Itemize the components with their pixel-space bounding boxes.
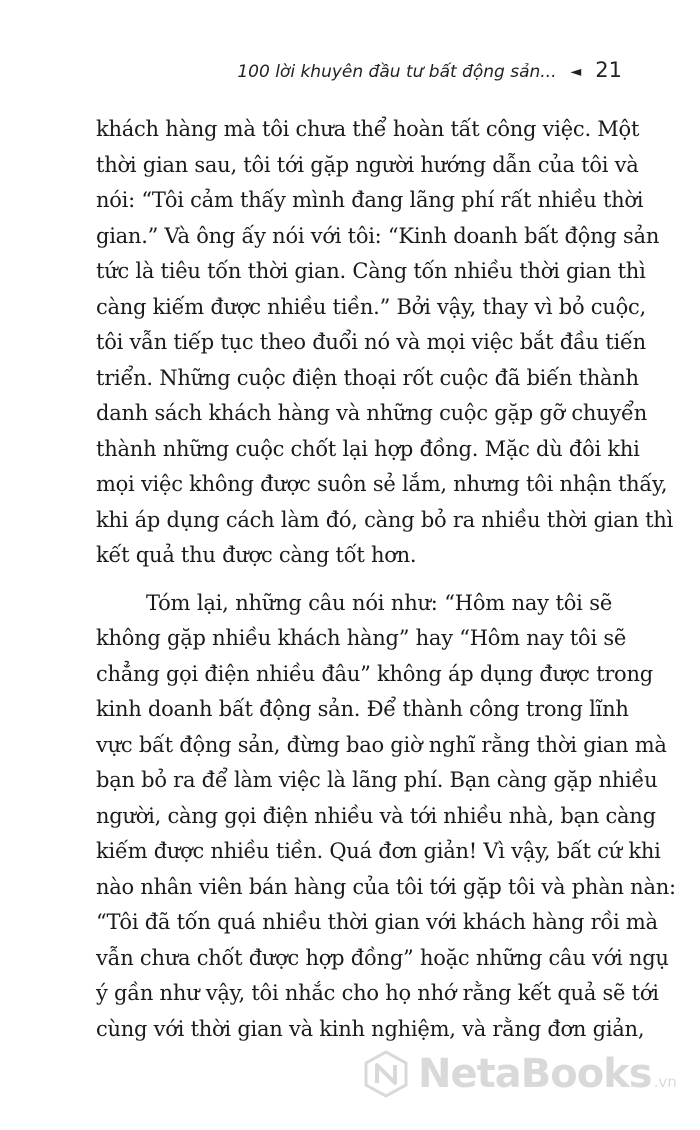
text-line: vẫn chưa chốt được hợp đồng” hoặc những câu với ngụ (96, 945, 669, 970)
text-line: càng kiếm được nhiều tiền.” Bởi vậy, thay vì bỏ cuộc, (96, 294, 646, 319)
text-line: kinh doanh bất động sản. Để thành công trong lĩnh (96, 697, 629, 721)
body-text (96, 112, 676, 1047)
text-line: ý gần như vậy, tôi nhắc cho họ nhớ rằng kết quả sẽ tới (96, 981, 659, 1005)
text-line: tôi vẫn tiếp tục theo đuổi nó và mọi việc bắt đầu tiến (96, 330, 646, 354)
text-line: Tóm lại, những câu nói như: “Hôm nay tôi sẽ (146, 590, 612, 615)
text-line: nói: “Tôi cảm thấy mình đang lãng phí rất nhiều thời (96, 188, 644, 212)
text-line: nào nhân viên bán hàng của tôi tới gặp tôi và phàn nàn: (96, 874, 676, 899)
text-line: khi áp dụng cách làm đó, càng bỏ ra nhiều thời gian thì (96, 507, 674, 532)
running-header (237, 58, 622, 82)
text-line: không gặp nhiều khách hàng” hay “Hôm nay tôi sẽ (96, 626, 627, 650)
paragraph-spacer (96, 574, 612, 586)
text-line: triển. Những cuộc điện thoại rốt cuộc đã biến thành (96, 365, 639, 390)
netabooks-logo-icon (362, 1050, 410, 1098)
text-line: khách hàng mà tôi chưa thể hoàn tất công việc. Một (96, 117, 640, 141)
page-number: 21 (595, 58, 622, 82)
text-line: người, càng gọi điện nhiều và tới nhiều nhà, bạn càng (96, 803, 656, 828)
text-line: chẳng gọi điện nhiều đâu” không áp dụng được trong (96, 661, 653, 686)
text-line: kiếm được nhiều tiền. Quá đơn giản! Vì vậy, bất cứ khi (96, 839, 661, 863)
text-line: mọi việc không được suôn sẻ lắm, nhưng tôi nhận thấy, (96, 472, 668, 496)
paragraph-1 (96, 112, 674, 574)
watermark (362, 1050, 677, 1098)
text-line: bạn bỏ ra để làm việc là lãng phí. Bạn càng gặp nhiều (96, 768, 658, 792)
text-line: gian.” Và ông ấy nói với tôi: “Kinh doanh bất động sản (96, 223, 660, 248)
text-line: thời gian sau, tôi tới gặp người hướng dẫn của tôi và (96, 152, 639, 177)
text-line: cùng với thời gian và kinh nghiệm, và rằng đơn giản, (96, 1016, 645, 1041)
text-line: kết quả thu được càng tốt hơn. (96, 543, 417, 567)
text-line: “Tôi đã tốn quá nhiều thời gian với khách hàng rồi mà (96, 910, 658, 934)
running-title: 100 lời khuyên đầu tư bất động sản... (237, 62, 557, 82)
paragraph-2 (96, 586, 676, 1048)
watermark-brand: NetaBooks (418, 1051, 652, 1097)
text-line: tức là tiêu tốn thời gian. Càng tốn nhiều thời gian thì (96, 259, 646, 283)
watermark-suffix: .vn (653, 1073, 677, 1091)
text-line: vực bất động sản, đừng bao giờ nghĩ rằng thời gian mà (96, 732, 667, 757)
text-line: danh sách khách hàng và những cuộc gặp gỡ chuyển (96, 401, 647, 425)
left-arrow-icon: ◄ (570, 64, 582, 80)
text-line: thành những cuộc chốt lại hợp đồng. Mặc dù đôi khi (96, 436, 640, 461)
